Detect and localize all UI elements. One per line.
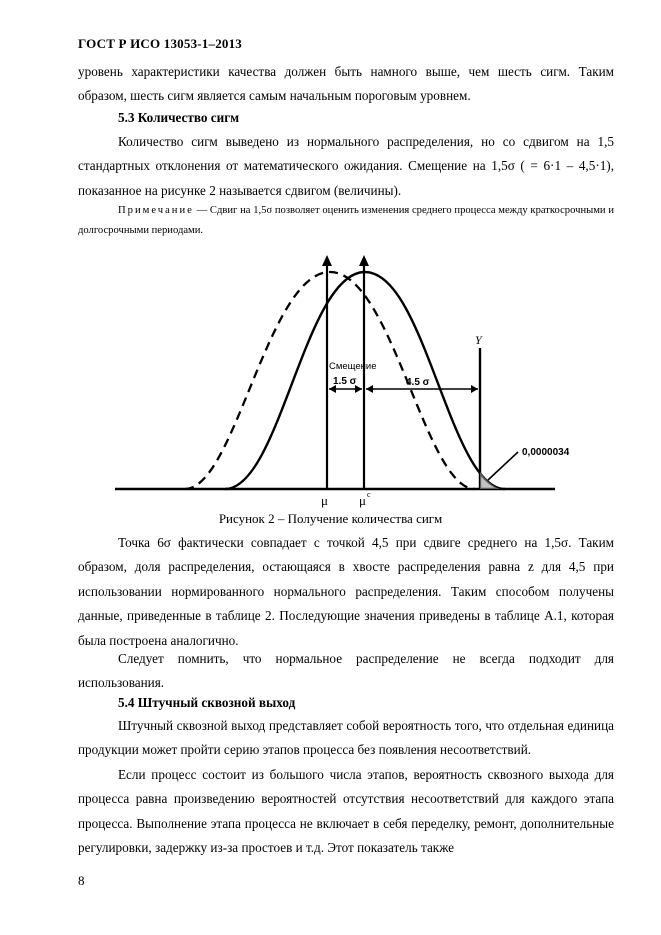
distance-value: 4.5 σ bbox=[406, 377, 430, 388]
section-5-3-paragraph: Количество сигм выведено из нормального распределения, но со сдвигом на 1,5 стандартных отклонения от математического ожидания. Смещение на 1,5σ ( = 6·1 – 4,5·1), показанное на рисунке 2 называется сдвигом (величины). bbox=[78, 134, 614, 198]
note-text: — Сдвиг на 1,5σ позволяет оценить изменения среднего процесса между краткосрочными и долгосрочными периодами. bbox=[78, 205, 614, 236]
mu-shift-superscript: c bbox=[367, 490, 371, 499]
mu-arrowhead bbox=[322, 255, 332, 266]
shift-value: 1.5 σ bbox=[333, 376, 357, 387]
mu-shift-arrowhead bbox=[359, 255, 369, 266]
after-figure-paragraph-2: Следует помнить, что нормальное распределение не всегда подходит для использования. bbox=[78, 651, 614, 691]
section-5-4-paragraph-2: Если процесс состоит из большого числа этапов, вероятность сквозного выхода для процесса равна произведению вероятностей отсутствия несоответствий для каждого этапа процесса. Выполнение этапа процесса не включает в себя переделку, ремонт, дополнительные регулировки, задержку из-за простоев и т.д. Этот показатель также bbox=[78, 767, 614, 856]
figure-caption: Рисунок 2 – Получение количества сигм bbox=[218, 511, 443, 526]
note-paragraph bbox=[78, 201, 614, 240]
section-5-4-paragraph-1: Штучный сквозной выход представляет собой вероятность того, что отдельная единица продукции может пройти серию этапов процесса без появления несоответствий. bbox=[78, 718, 614, 758]
figure-sigma-shift bbox=[0, 240, 661, 510]
mu-shift-label: μ bbox=[359, 493, 366, 508]
shift-label: Смещение bbox=[329, 361, 377, 372]
intro-paragraph: уровень характеристики качества должен быть намного выше, чем шесть сигм. Таким образом, шесть сигм является самым начальным пороговым уровнем. bbox=[78, 64, 614, 104]
distance-left-arrow bbox=[366, 385, 373, 393]
page-number: 8 bbox=[78, 873, 85, 888]
section-5-4-heading: 5.4 Штучный сквозной выход bbox=[118, 695, 296, 710]
note-label: Примечание bbox=[118, 205, 194, 216]
section-5-3-heading: 5.3 Количество сигм bbox=[118, 110, 240, 125]
document-header: ГОСТ Р ИСО 13053-1–2013 bbox=[78, 36, 243, 51]
after-figure-paragraph-1: Точка 6σ фактически совпадает с точкой 4,5 при сдвиге среднего на 1,5σ. Таким образом, доля распределения, остающаяся в хвосте распределения равна z для 4,5 при использовании нормированного нормального распределения. Таким способом получены данные, приведенные в таблице 2. Последующие значения приведены в таблице А.1, которая была построена аналогично. bbox=[78, 535, 614, 648]
tail-value: 0,0000034 bbox=[522, 447, 570, 458]
dashed-distribution-curve bbox=[185, 272, 475, 489]
mu-label: μ bbox=[321, 493, 328, 508]
tail-leader-line bbox=[488, 452, 518, 480]
distance-right-arrow bbox=[471, 385, 478, 393]
y-label: Y bbox=[475, 333, 482, 347]
